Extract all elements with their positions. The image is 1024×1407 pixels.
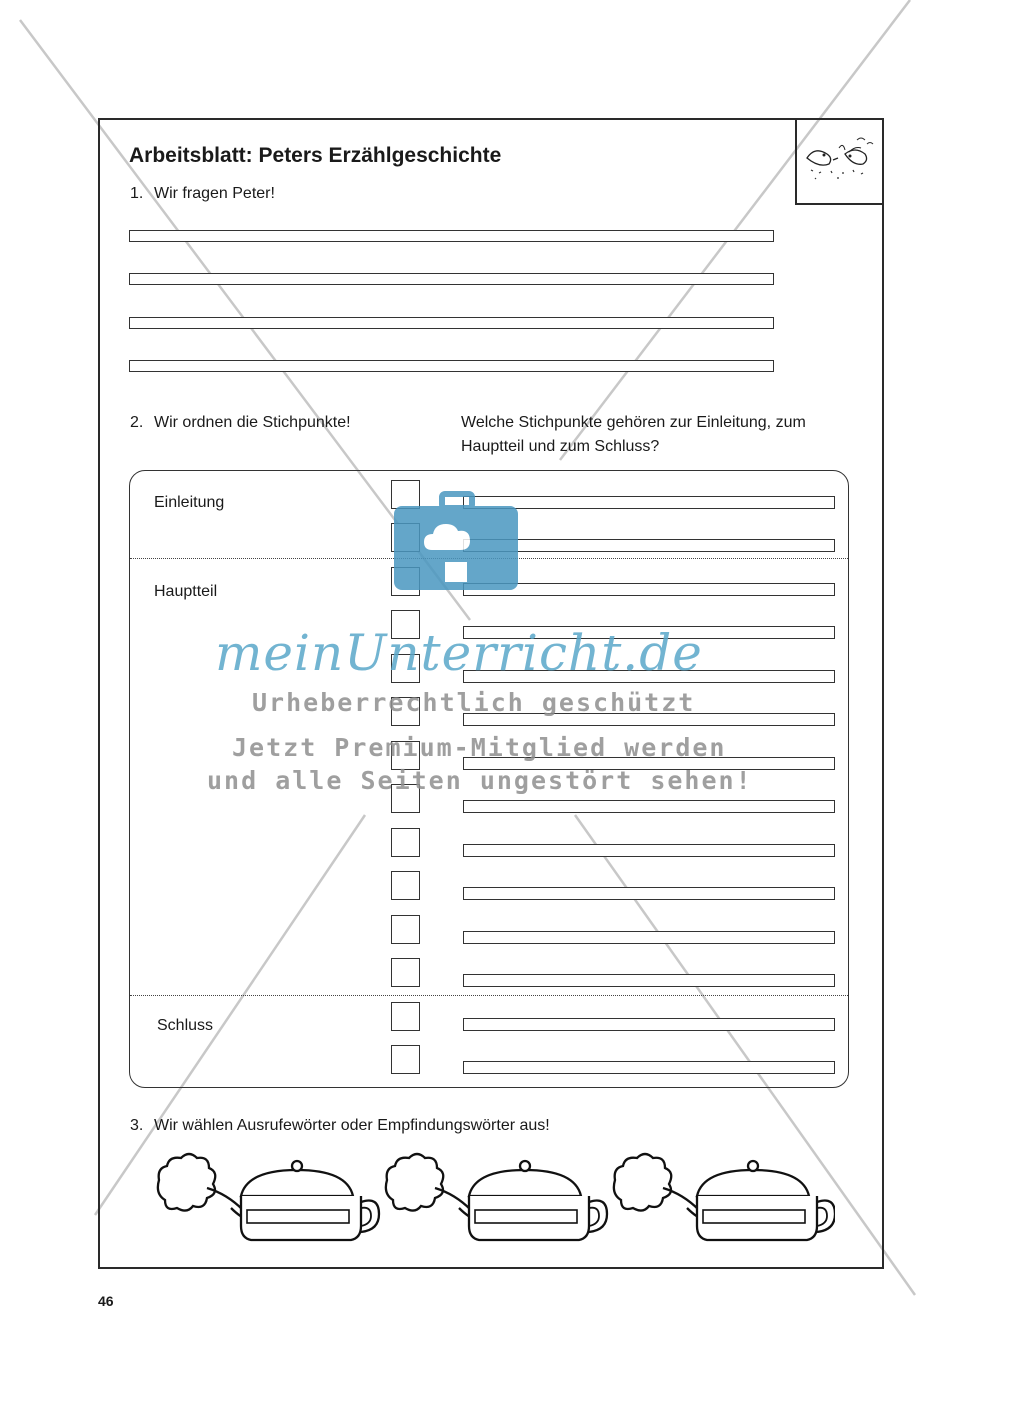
briefcase-cloud-icon <box>392 490 522 595</box>
checkbox-row-13[interactable] <box>391 1002 420 1031</box>
task3-text: Wir wählen Ausrufewörter oder Empfindungswörter aus! <box>154 1117 550 1134</box>
watermark-line-1: Urheberrechtlich geschützt <box>252 688 696 717</box>
checkbox-row-14[interactable] <box>391 1045 420 1074</box>
watermark-line-2: Jetzt Premium-Mitglied werden <box>232 733 727 762</box>
section-label-main: Hauptteil <box>154 583 218 600</box>
task3-number: 3. <box>130 1117 144 1134</box>
answer-line-4[interactable] <box>129 360 774 372</box>
stichpunkt-line-13[interactable] <box>463 1018 835 1031</box>
answer-line-2[interactable] <box>129 273 774 285</box>
stichpunkt-line-14[interactable] <box>463 1061 835 1074</box>
stichpunkt-line-9[interactable] <box>463 844 835 857</box>
teapots-illustration <box>155 1150 835 1250</box>
checkbox-row-9[interactable] <box>391 828 420 857</box>
task1-text: Wir fragen Peter! <box>154 185 275 202</box>
answer-line-1[interactable] <box>129 230 774 242</box>
section-label-end: Schluss <box>157 1017 214 1034</box>
checkbox-row-12[interactable] <box>391 958 420 987</box>
task2-hint-line1: Welche Stichpunkte gehören zur Einleitung, zum <box>461 414 806 431</box>
watermark-brand: meinUnterricht.de <box>215 624 703 682</box>
page-title: Arbeitsblatt: Peters Erzählgeschichte <box>129 144 502 167</box>
birds-illustration-box <box>795 118 882 205</box>
stichpunkt-line-11[interactable] <box>463 931 835 944</box>
section-label-intro: Einleitung <box>154 494 225 511</box>
task2-text: Wir ordnen die Stichpunkte! <box>154 414 351 431</box>
stichpunkt-line-12[interactable] <box>463 974 835 987</box>
task2-hint-line2: Hauptteil und zum Schluss? <box>461 438 660 455</box>
watermark-line-3: und alle Seiten ungestört sehen! <box>207 766 753 795</box>
end-divider <box>130 995 848 996</box>
task2-number: 2. <box>130 414 144 431</box>
checkbox-row-10[interactable] <box>391 871 420 900</box>
stichpunkt-line-8[interactable] <box>463 800 835 813</box>
task1-number: 1. <box>130 185 144 202</box>
checkbox-row-11[interactable] <box>391 915 420 944</box>
birds-icon <box>797 118 882 203</box>
page-number: 46 <box>98 1293 114 1309</box>
answer-line-3[interactable] <box>129 317 774 329</box>
stichpunkt-line-10[interactable] <box>463 887 835 900</box>
